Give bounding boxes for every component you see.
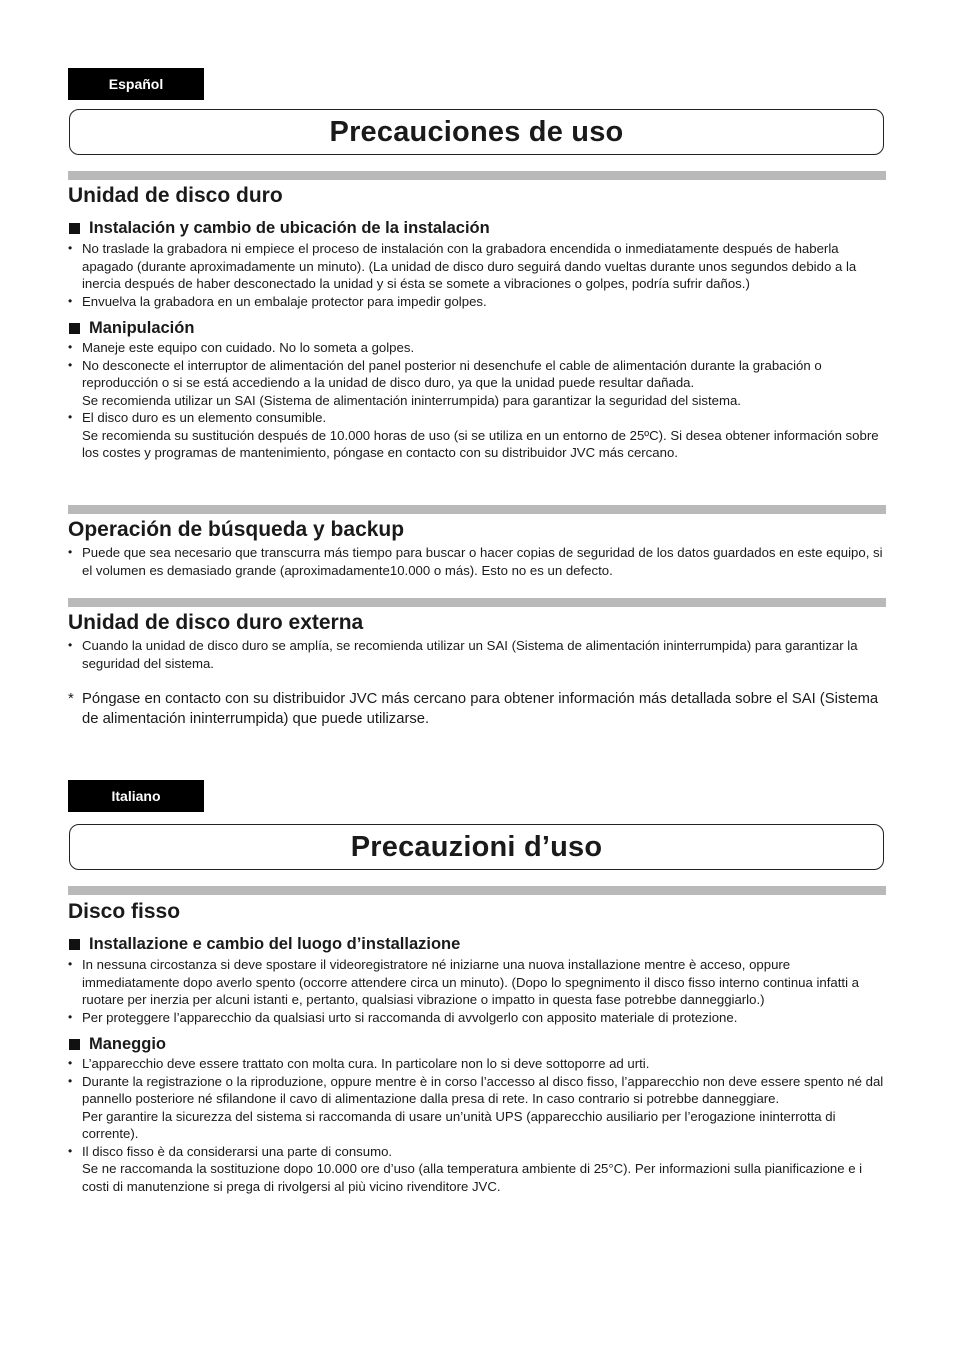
list-item: • Envuelva la grabadora en un embalaje protector para impedir golpes. [68, 293, 886, 311]
language-label: Italiano [111, 788, 161, 804]
subsection-heading [68, 1034, 886, 1054]
list-item-continuation: Per garantire la sicurezza del sistema si raccomanda di usare un’unità UPS (apparecchio ausiliario per l’erogazione ininterrotta di corrente). [82, 1108, 836, 1141]
section-hard-disk-it [68, 900, 886, 1195]
section-heading: Unidad de disco duro [68, 184, 283, 207]
bullet-list [68, 339, 886, 462]
language-tab-italian [68, 780, 204, 812]
bullet-list [68, 637, 886, 672]
square-bullet-icon [69, 1039, 80, 1050]
list-item: • No traslade la grabadora ni empiece el proceso de instalación con la grabadora encendida o inmediatamente después de haberla apagado (durante aproximadamente un minuto). (La unidad de disco duro seguirá dando vueltas durante unos segundos debido a la inercia después de haber desconectado la unidad y si ésta se somete a vibraciones o golpes, podría sufrir daños.) [68, 240, 886, 293]
bullet-list [68, 956, 886, 1026]
list-item-text: Il disco fisso è da considerarsi una parte di consumo. [82, 1143, 393, 1159]
list-item-text: No desconecte el interruptor de alimentación del panel posterior ni desenchufe el cable de alimentación durante la grabación o reproducción o si se está accediendo a la unidad de disco duro, ya que la unidad puede resultar dañada. [82, 357, 822, 390]
list-item-continuation: Se recomienda utilizar un SAI (Sistema de alimentación ininterrumpida) para garantizar la seguridad del sistema. [82, 392, 741, 408]
list-item-text: Durante la registrazione o la riproduzione, oppure mentre è in corso l’accesso al disco fisso, l’apparecchio non deve essere spento né dal pannello posteriore né sfilandone il cavo di alimentazione dalla presa di rete. In caso contrario si potrebbe danneggiare. [82, 1073, 884, 1106]
bullet-list [68, 544, 886, 579]
page-title-box [69, 824, 884, 870]
bullet-list [68, 1055, 886, 1195]
list-item: • Per proteggere l’apparecchio da qualsiasi urto si raccomanda di avvolgerlo con apposito materiale di protezione. [68, 1009, 886, 1027]
language-label: Español [108, 76, 164, 92]
section-hard-disk [68, 184, 886, 462]
section-heading: Operación de búsqueda y backup [68, 518, 405, 541]
list-item: • Cuando la unidad de disco duro se amplía, se recomienda utilizar un SAI (Sistema de alimentación ininterrumpida) para garantizar la seguridad del sistema. [68, 637, 886, 672]
subsection-heading-text: Manipulación [89, 319, 195, 337]
square-bullet-icon [69, 939, 80, 950]
list-item [68, 409, 886, 462]
subsection-heading [68, 218, 886, 238]
list-item-continuation: Se ne raccomanda la sostituzione dopo 10.000 ore d’uso (alla temperatura ambiente di 25°C). Per informazioni sulla pianificazione e i costi di manutenzione si prega di rivolgersi al più vicino rivenditore JVC. [82, 1161, 863, 1194]
list-item-continuation: Se recomienda su sustitución después de 10.000 horas de uso (si se utiliza en un entorno de 25ºC). Si desea obtener información sobre los costes y programas de mantenimiento, póngase en contacto con su distribuidor JVC más cercano. [82, 427, 879, 460]
bullet-list [68, 240, 886, 310]
subsection-heading [68, 318, 886, 338]
subsection-heading [68, 934, 886, 954]
footnote-marker: * [68, 691, 74, 707]
list-item [68, 1055, 886, 1073]
language-tab-spanish [68, 68, 204, 100]
list-item: • Puede que sea necesario que transcurra más tiempo para buscar o hacer copias de seguridad de los datos guardados en este equipo, si el volumen es demasiado grande (aproximadamente10.000 o más). Esto no es un defecto. [68, 544, 886, 579]
square-bullet-icon [69, 223, 80, 234]
list-item: • In nessuna circostanza si deve spostare il videoregistratore né iniziarne una nuova installazione mentre è acceso, oppure immediatamente dopo averlo spento (occorre attendere circa un minuto). (Dopo lo spegnimento il disco fisso interno continua infatti a ruotare per inerzia per alcuni istanti e, pertanto, qualsiasi vibrazione o impatto in questa fase potrebbe danneggiarlo.) [68, 956, 886, 1009]
page-title: Precauciones de uso [329, 115, 624, 148]
section-external-disk [68, 611, 886, 729]
subsection-heading-text: Maneggio [89, 1035, 166, 1053]
section-divider [68, 598, 886, 607]
section-divider [68, 171, 886, 180]
list-item-text: Maneje este equipo con cuidado. No lo someta a golpes. [82, 340, 415, 355]
list-item-text: El disco duro es un elemento consumible. [82, 410, 327, 425]
footnote [68, 690, 886, 729]
page-title-box [69, 109, 884, 155]
list-item-text: L’apparecchio deve essere trattato con molta cura. In particolare non lo si deve sottoporre ad urti. [82, 1056, 650, 1071]
page-title: Precauzioni d’uso [350, 830, 603, 863]
section-divider [68, 886, 886, 895]
subsection-heading-text: Installazione e cambio del luogo d’installazione [89, 935, 461, 953]
section-heading: Unidad de disco duro externa [68, 611, 364, 634]
square-bullet-icon [69, 323, 80, 334]
subsection-heading-text: Instalación y cambio de ubicación de la instalación [89, 219, 490, 237]
list-item [68, 1073, 886, 1143]
section-heading: Disco fisso [68, 900, 181, 923]
section-divider [68, 505, 886, 514]
list-item [68, 1143, 886, 1196]
section-search-backup [68, 518, 886, 579]
footnote-text: Póngase en contacto con su distribuidor JVC más cercano para obtener información más detallada sobre el SAI (Sistema de alimentación ininterrumpida) que puede utilizarse. [82, 691, 879, 727]
list-item [68, 339, 886, 357]
list-item [68, 357, 886, 410]
